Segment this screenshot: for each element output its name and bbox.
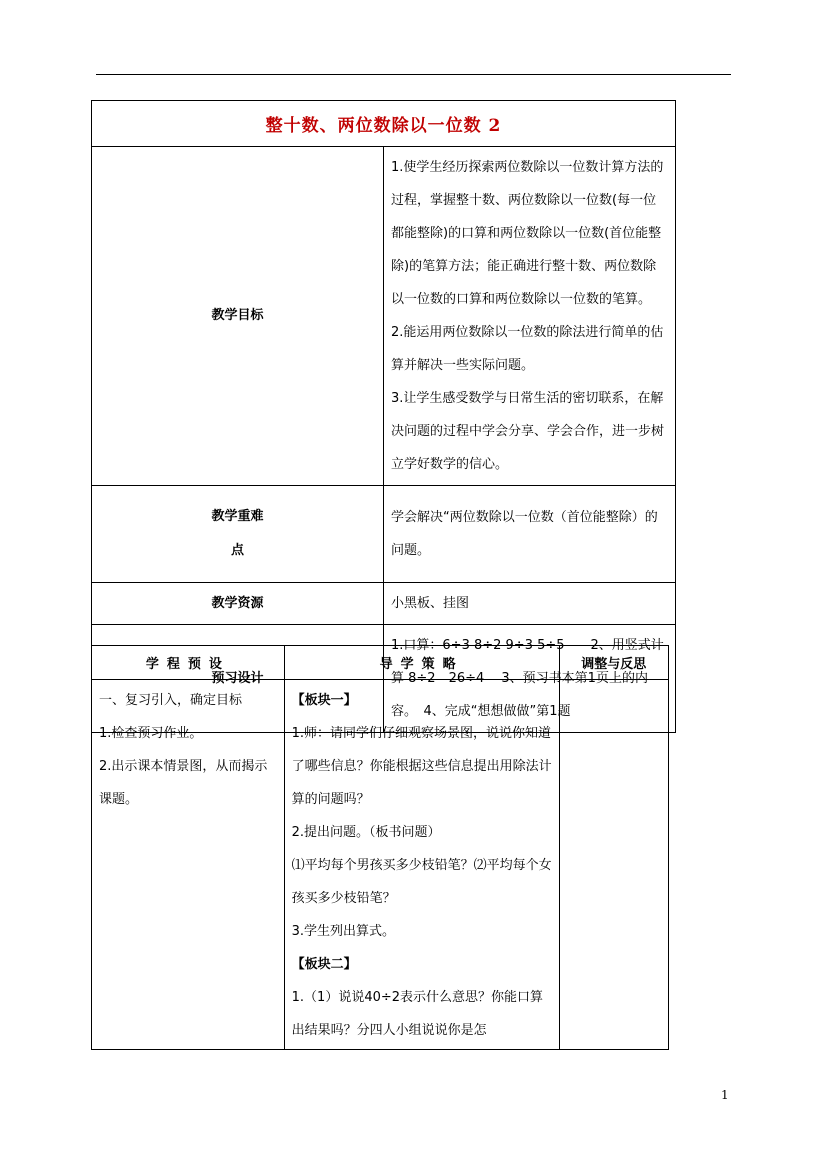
plan-header-row <box>92 646 669 680</box>
section-heading: 【板块一】 <box>291 693 357 708</box>
strategy-line: 1.（1）说说40÷2表示什么意思？你能口算出结果吗？分四人小组说说你是怎 <box>291 990 544 1038</box>
adjust-reflect-cell <box>559 680 668 1050</box>
goal-paragraph: 2.能运用两位数除以一位数的除法进行简单的估算并解决一些实际问题。 <box>391 325 664 373</box>
content-preview-design: 1.口算：6÷3 8÷2 9÷3 5÷5 2、用竖式计算 8÷2 26÷4 3、预习书本第1页上的内容。 4、完成“想想做做”第1题 <box>384 625 676 733</box>
learning-process-cell <box>92 680 285 1050</box>
plan-body-row <box>92 680 669 1050</box>
strategy-line: 2.提出问题。（板书问题） <box>291 825 441 840</box>
strategy-line: ⑴平均每个男孩买多少枝铅笔？⑵平均每个女孩买多少枝铅笔？ <box>291 858 552 906</box>
header-adjust-reflect: 调整与反思 <box>559 646 668 680</box>
process-line: 1.检查预习作业。 <box>99 726 203 741</box>
header-guidance-strategy: 导学策略 <box>284 646 559 680</box>
label-teaching-goals: 教学目标 <box>92 147 384 486</box>
strategy-line: 1.师：请同学们仔细观察场景图，说说你知道了哪些信息？你能根据这些信息提出用除法计算的问题吗？ <box>291 726 552 807</box>
content-teaching-resources: 小黑板、挂图 <box>384 583 676 625</box>
label-line: 点 <box>230 543 244 558</box>
section-heading: 【板块二】 <box>291 957 357 972</box>
label-teaching-resources: 教学资源 <box>92 583 384 625</box>
content-key-difficulties: 学会解决“两位数除以一位数（首位能整除）的问题。 <box>384 486 676 583</box>
header-learning-process: 学程预设 <box>92 646 285 680</box>
title-cell <box>92 101 676 147</box>
header-rule <box>96 74 731 75</box>
lesson-info-table <box>91 100 676 733</box>
label-preview-design: 预习设计 <box>92 625 384 733</box>
goal-paragraph: 3.让学生感受数学与日常生活的密切联系，在解决问题的过程中学会分享、学会合作，进一步树立学好数学的信心。 <box>391 391 665 472</box>
page-number: 1 <box>721 1088 729 1102</box>
document-title: 整十数、两位数除以一位数 2 <box>265 116 502 136</box>
strategy-line: 3.学生列出算式。 <box>291 924 396 939</box>
guidance-strategy-cell <box>284 680 559 1050</box>
row-teaching-goals <box>92 147 676 486</box>
row-teaching-resources <box>92 583 676 625</box>
goal-paragraph: 1.使学生经历探索两位数除以一位数计算方法的过程，掌握整十数、两位数除以一位数(每一位都能整除)的口算和两位数除以一位数(首位能整除)的笔算方法；能正确进行整十数、两位数除以一位数的口算和两位数除以一位数的笔算。 <box>391 160 664 307</box>
content-teaching-goals <box>384 147 676 486</box>
label-line: 教学重难 <box>211 509 264 524</box>
process-line: 一、复习引入，确定目标 <box>99 693 243 708</box>
process-line: 2.出示课本情景图，从而揭示课题。 <box>99 759 268 807</box>
row-key-difficulties <box>92 486 676 583</box>
lesson-plan-table <box>91 645 669 1050</box>
label-key-difficulties <box>92 486 384 583</box>
